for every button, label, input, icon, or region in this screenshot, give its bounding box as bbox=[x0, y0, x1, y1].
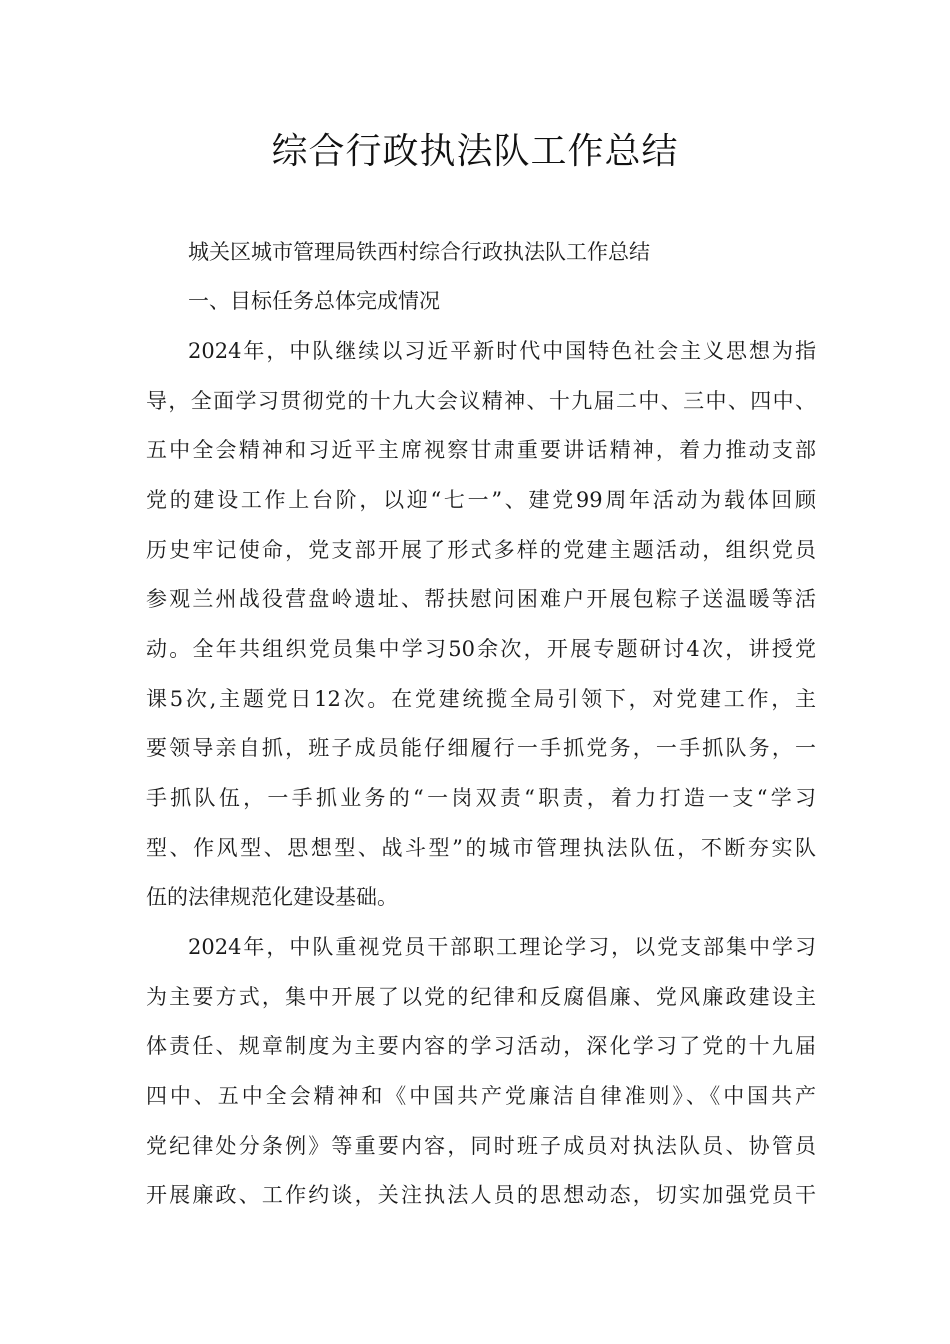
paragraph-1-line: 导，全面学习贯彻党的十九大会议精神、十九届二中、三中、四中、 bbox=[146, 389, 816, 413]
paragraph-2-line: 开展廉政、工作约谈，关注执法人员的思想动态，切实加强党员干 bbox=[146, 1183, 816, 1207]
section-heading: 一、目标任务总体完成情况 bbox=[188, 289, 440, 313]
paragraph-1-line: 党的建设工作上台阶，以迎“七一”、建党99周年活动为载体回顾 bbox=[146, 488, 816, 512]
paragraph-1-line: 要领导亲自抓，班子成员能仔细履行一手抓党务，一手抓队务，一 bbox=[146, 736, 816, 760]
paragraph-1-line: 动。全年共组织党员集中学习50余次，开展专题研讨4次，讲授党 bbox=[146, 637, 816, 661]
paragraph-1-line: 参观兰州战役营盘岭遗址、帮扶慰问困难户开展包粽子送温暖等活 bbox=[146, 587, 816, 611]
document-title: 综合行政执法队工作总结 bbox=[271, 131, 679, 172]
paragraph-2-line: 2024年，中队重视党员干部职工理论学习，以党支部集中学习 bbox=[188, 935, 816, 959]
paragraph-2-line: 为主要方式，集中开展了以党的纪律和反腐倡廉、党风廉政建设主 bbox=[146, 985, 816, 1009]
paragraph-1-line: 2024年，中队继续以习近平新时代中国特色社会主义思想为指 bbox=[188, 339, 816, 363]
paragraph-1-line: 课5次,主题党日12次。在党建统揽全局引领下，对党建工作，主 bbox=[146, 687, 816, 711]
paragraph-1-line: 手抓队伍，一手抓业务的“一岗双责“职责，着力打造一支“学习 bbox=[146, 786, 816, 810]
document-subtitle: 城关区城市管理局铁西村综合行政执法队工作总结 bbox=[188, 240, 650, 264]
paragraph-1-line: 型、作风型、思想型、战斗型”的城市管理执法队伍，不断夯实队 bbox=[146, 836, 816, 860]
paragraph-1-line: 五中全会精神和习近平主席视察甘肃重要讲话精神，着力推动支部 bbox=[146, 438, 816, 462]
paragraph-1-line: 历史牢记使命，党支部开展了形式多样的党建主题活动，组织党员 bbox=[146, 538, 816, 562]
paragraph-2-line: 党纪律处分条例》等重要内容，同时班子成员对执法队员、协管员 bbox=[146, 1134, 816, 1158]
paragraph-2-line: 四中、五中全会精神和《中国共产党廉洁自律准则》、《中国共产 bbox=[146, 1084, 816, 1108]
paragraph-1-line: 伍的法律规范化建设基础。 bbox=[146, 885, 398, 909]
paragraph-2-line: 体责任、规章制度为主要内容的学习活动，深化学习了党的十九届 bbox=[146, 1034, 816, 1058]
